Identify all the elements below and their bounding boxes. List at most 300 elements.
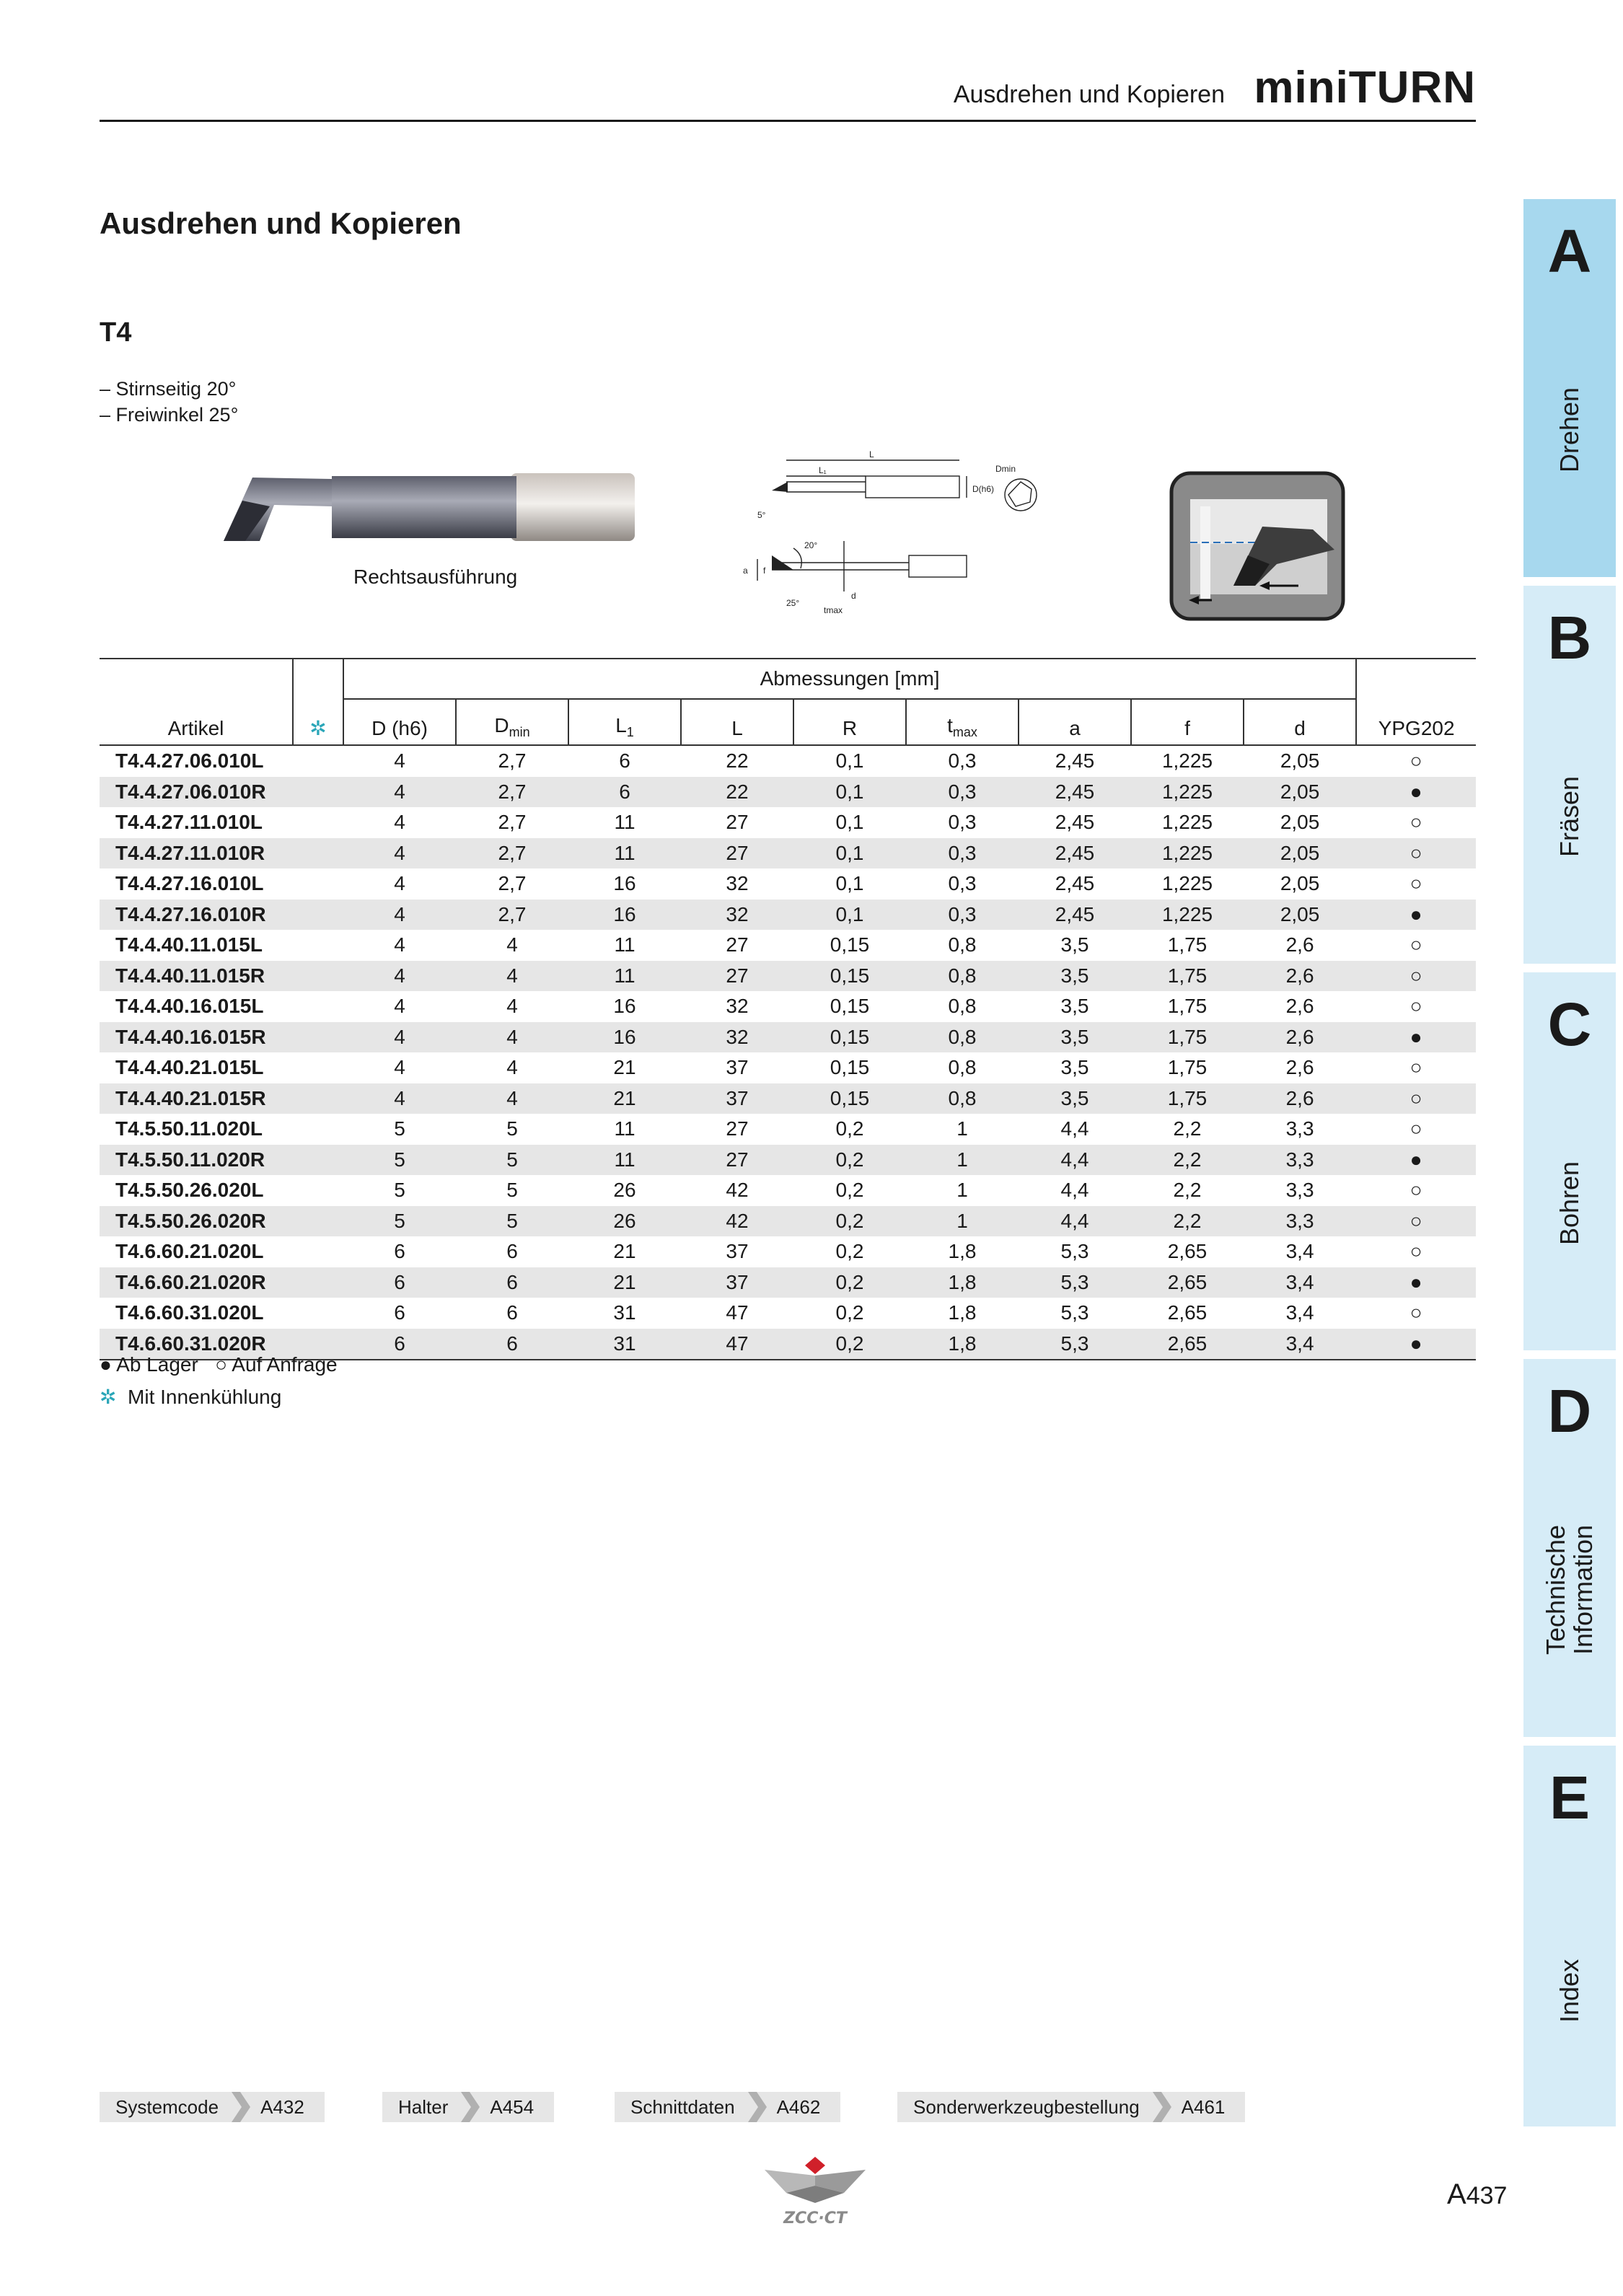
col-header-ypg202: YPG202 (1356, 659, 1476, 745)
dimension-cell: 0,2 (793, 1145, 906, 1176)
availability-cell: ○ (1409, 1240, 1422, 1263)
dimension-cell: 5 (506, 1179, 518, 1202)
col-header-tmax: $t_{max}$ (906, 699, 1019, 745)
dimension-cell: 11 (568, 1145, 681, 1176)
dimension-cell: 0,8 (906, 1083, 1019, 1114)
dimension-cell: 4 (343, 1022, 456, 1053)
dimension-cell: 1,225 (1131, 777, 1244, 808)
table-row (100, 777, 1476, 808)
dimension-cell: 2,45 (1055, 811, 1095, 834)
dimension-cell: 0,1 (793, 900, 906, 931)
dimension-cell: 5,3 (1019, 1267, 1131, 1298)
snowflake-icon: ✲ (100, 1386, 117, 1408)
tab-letter: B (1547, 604, 1592, 672)
dimension-cell: 2,2 (1173, 1179, 1202, 1202)
dimension-cell: 16 (613, 872, 636, 895)
dimension-cell: 2,45 (1019, 900, 1131, 931)
article-code-cell: T4.6.60.21.020L (115, 1240, 264, 1263)
dim-label-l: L (869, 449, 874, 459)
tab-fraesen[interactable] (1523, 586, 1616, 964)
dimension-cell: 1,8 (906, 1329, 1019, 1360)
tab-label: Fräsen (1554, 775, 1584, 858)
dimension-cell: 31 (613, 1301, 636, 1324)
chevron-right-icon (745, 2092, 767, 2122)
dimension-cell: 0,8 (948, 933, 977, 956)
table-row (100, 1052, 1476, 1083)
dimension-cell: 0,8 (906, 961, 1019, 992)
dimension-cell: 1,225 (1131, 838, 1244, 869)
availability-cell: ○ (1409, 1117, 1422, 1140)
tab-letter: C (1547, 990, 1592, 1058)
article-code-cell: T4.6.60.21.020R (100, 1267, 343, 1298)
table-row (100, 1114, 1476, 1145)
availability-cell: ○ (1409, 872, 1422, 895)
dimension-cell: 4 (394, 933, 405, 956)
dimension-cell: 4 (343, 900, 456, 931)
dimension-cell: 4 (456, 1022, 568, 1053)
dimension-cell: 0,2 (793, 1267, 906, 1298)
dimension-cell: 37 (726, 1056, 749, 1079)
tool-photo (216, 469, 642, 548)
dimension-cell: 0,3 (906, 900, 1019, 931)
col-header-l: L (681, 699, 793, 745)
dimension-cell: 31 (568, 1329, 681, 1360)
dimension-cell: 1,75 (1131, 961, 1244, 992)
dimension-cell: 11 (614, 1117, 635, 1140)
dimension-cell: 4 (343, 1083, 456, 1114)
dimension-cell: 2,45 (1019, 838, 1131, 869)
dimension-cell: 1 (906, 1206, 1019, 1237)
header-rule (100, 120, 1476, 122)
header-section-title: Ausdrehen und Kopieren (953, 81, 1225, 108)
dimension-cell: 4 (394, 872, 405, 895)
dimension-cell: 11 (614, 811, 635, 834)
article-code-cell: T4.6.60.31.020R (100, 1329, 343, 1360)
dimension-cell: 5,3 (1019, 1329, 1131, 1360)
article-code-cell: T4.4.40.16.015L (115, 995, 264, 1018)
availability-cell: ● (1356, 1329, 1476, 1360)
dimension-cell: 2,2 (1131, 1145, 1244, 1176)
dimension-cell: 37 (681, 1083, 793, 1114)
dimension-cell: 1,75 (1131, 1022, 1244, 1053)
dimension-cell: 1 (956, 1117, 968, 1140)
dimension-cell: 3,3 (1285, 1179, 1314, 1202)
dimension-cell: 3,3 (1285, 1117, 1314, 1140)
tab-letter: E (1549, 1764, 1591, 1831)
col-header-dmin: $D_{min}$ (456, 699, 568, 745)
availability-cell: ○ (1356, 1206, 1476, 1237)
dimension-cell: 4,4 (1019, 1145, 1131, 1176)
dim-label-d: d (851, 591, 856, 601)
availability-cell: ○ (1409, 995, 1422, 1018)
dimension-cell: 2,2 (1173, 1117, 1202, 1140)
table-row (100, 838, 1476, 869)
zcc-ct-logo (757, 2148, 873, 2227)
availability-cell: ○ (1356, 961, 1476, 992)
availability-cell: ○ (1409, 933, 1422, 956)
article-table (100, 658, 1476, 1360)
dimension-cell: 32 (681, 1022, 793, 1053)
tab-label: Drehen (1554, 387, 1584, 473)
article-code-cell: T4.4.40.21.015R (100, 1083, 343, 1114)
article-code-cell: T4.4.27.11.010R (100, 838, 343, 869)
dimension-cell: 27 (726, 811, 749, 834)
dimension-cell: 32 (726, 872, 749, 895)
col-header-r: R (793, 699, 906, 745)
dimension-cell: 0,3 (948, 811, 977, 834)
dimension-cell: 2,65 (1131, 1329, 1244, 1360)
dimension-cell: 0,1 (835, 872, 864, 895)
dimension-cell: 27 (726, 1117, 749, 1140)
article-code-cell: T4.4.27.06.010R (100, 777, 343, 808)
dimension-cell: 0,15 (830, 995, 870, 1018)
dim-label-f: f (763, 566, 766, 576)
dimension-cell: 0,8 (948, 1056, 977, 1079)
dimension-cell: 5 (394, 1117, 405, 1140)
dimension-cell: 4 (343, 777, 456, 808)
dimension-cell: 22 (726, 749, 749, 773)
product-code: T4 (100, 317, 132, 348)
dimension-cell: 6 (343, 1329, 456, 1360)
dimension-cell: 1,225 (1161, 749, 1213, 773)
dimension-cell: 37 (726, 1240, 749, 1263)
chevron-right-icon (458, 2092, 480, 2122)
tab-drehen[interactable] (1523, 199, 1616, 577)
col-header-l1: $L_1$ (568, 699, 681, 745)
dimension-cell: 4 (506, 933, 518, 956)
logo-text: ZCC·CT (783, 2209, 847, 2227)
dimension-cell: 11 (568, 838, 681, 869)
page-title: Ausdrehen und Kopieren (100, 206, 462, 240)
dimension-cell: 22 (681, 777, 793, 808)
footer-link-schnittdaten[interactable]: Schnittdaten A462 (615, 2092, 840, 2122)
dimension-cell: 5,3 (1060, 1301, 1089, 1324)
dimension-cell: 16 (613, 995, 636, 1018)
dimension-cell: 16 (568, 900, 681, 931)
article-code-cell: T4.4.27.16.010R (100, 900, 343, 931)
dimension-cell: 27 (681, 838, 793, 869)
legend-stock: ● Ab Lager (100, 1353, 198, 1376)
dimension-cell: 2,6 (1285, 1056, 1314, 1079)
dimension-cell: 42 (681, 1206, 793, 1237)
dimension-cell: 27 (681, 961, 793, 992)
col-header-a: a (1019, 699, 1131, 745)
dimension-cell: 5 (506, 1117, 518, 1140)
feature-bullet: – Freiwinkel 25° (100, 404, 239, 426)
availability-cell: ● (1356, 1267, 1476, 1298)
availability-cell: ○ (1356, 838, 1476, 869)
dimension-cell: 5 (343, 1145, 456, 1176)
dimension-cell: 4 (394, 811, 405, 834)
dimension-cell: 0,15 (793, 1083, 906, 1114)
page-number: A437 (1447, 2178, 1508, 2210)
dimension-cell: 0,3 (948, 749, 977, 773)
dimension-cell: 2,45 (1055, 749, 1095, 773)
article-code-cell: T4.4.40.11.015L (115, 933, 263, 956)
dimension-cell: 21 (568, 1267, 681, 1298)
dimension-cell: 2,7 (498, 749, 527, 773)
table-row (100, 1083, 1476, 1114)
article-code-cell: T4.4.40.11.015R (100, 961, 343, 992)
dimension-cell: 2,05 (1280, 872, 1320, 895)
dimension-cell: 3,5 (1060, 933, 1089, 956)
dimension-cell: 4,4 (1060, 1179, 1089, 1202)
dimension-cell: 1,75 (1167, 933, 1208, 956)
dimension-cell: 3,3 (1244, 1145, 1356, 1176)
availability-cell: ○ (1409, 1056, 1422, 1079)
chevron-right-icon (229, 2092, 250, 2122)
dimension-cell: 0,1 (835, 749, 864, 773)
dimension-cell: 1,225 (1131, 900, 1244, 931)
chevron-right-icon (1150, 2092, 1171, 2122)
dimension-cell: 0,15 (830, 933, 870, 956)
dim-label-dmin: Dmin (995, 464, 1016, 474)
dimension-cell: 42 (726, 1179, 749, 1202)
dimension-cell: 27 (681, 1145, 793, 1176)
article-code-cell: T4.4.27.11.010L (115, 811, 263, 834)
dimension-cell: 3,5 (1060, 995, 1089, 1018)
dimension-cell: 47 (681, 1329, 793, 1360)
footer-link-sonderwerkzeugbestellung[interactable]: Sonderwerkzeugbestellung A461 (897, 2092, 1245, 2122)
article-code-cell: T4.4.27.06.010L (115, 749, 264, 773)
availability-cell: ○ (1409, 1179, 1422, 1202)
dimension-cell: 0,2 (835, 1117, 864, 1140)
dimension-cell: 0,2 (835, 1240, 864, 1263)
dimension-cell: 0,15 (793, 961, 906, 992)
dimension-cell: 0,2 (793, 1329, 906, 1360)
col-group-abmessungen: Abmessungen [mm] (343, 659, 1356, 699)
dim-label-l1: L₁ (819, 465, 827, 475)
table-row (100, 745, 1476, 777)
dimension-cell: 6 (619, 749, 630, 773)
tab-letter: D (1547, 1377, 1592, 1445)
table-row (100, 900, 1476, 931)
dimension-cell: 3,4 (1244, 1267, 1356, 1298)
dimension-cell: 4 (506, 1056, 518, 1079)
dimension-cell: 21 (613, 1240, 636, 1263)
dim-label-tmax: tmax (824, 605, 843, 615)
dimension-cell: 5 (456, 1206, 568, 1237)
dimension-cell: 2,6 (1244, 961, 1356, 992)
dimension-cell: 2,65 (1131, 1267, 1244, 1298)
dimension-cell: 1,225 (1161, 872, 1213, 895)
table-row (100, 807, 1476, 838)
dimension-cell: 4 (506, 995, 518, 1018)
dimension-cell: 1,8 (948, 1301, 977, 1324)
dimension-cell: 2,7 (456, 777, 568, 808)
legend-cooling: Mit Innenkühlung (128, 1386, 282, 1408)
dimension-cell: 1,75 (1167, 1056, 1208, 1079)
dimension-cell: 6 (506, 1301, 518, 1324)
col-header-d: d (1244, 699, 1356, 745)
dimension-cell: 2,05 (1280, 811, 1320, 834)
dimension-cell: 0,15 (793, 1022, 906, 1053)
col-header-d-h6: D (h6) (343, 699, 456, 745)
dimension-cell: 1 (906, 1145, 1019, 1176)
dimension-cell: 6 (456, 1329, 568, 1360)
availability-cell: ● (1356, 777, 1476, 808)
tab-label: Technische Information (1541, 1524, 1598, 1655)
dimension-cell: 3,4 (1244, 1329, 1356, 1360)
dimension-cell: 0,3 (906, 777, 1019, 808)
availability-cell: ○ (1409, 749, 1422, 773)
dimension-cell: 11 (614, 933, 635, 956)
dim-label-angle25: 25° (786, 598, 800, 608)
dimension-cell: 1,75 (1167, 995, 1208, 1018)
dimension-cell: 0,8 (948, 995, 977, 1018)
availability-cell: ○ (1409, 811, 1422, 834)
availability-cell: ○ (1409, 1301, 1422, 1324)
table-row (100, 961, 1476, 992)
dimension-cell: 2,7 (498, 872, 527, 895)
dimension-cell: 4 (394, 1056, 405, 1079)
dimension-cell: 32 (681, 900, 793, 931)
dimension-cell: 2,65 (1167, 1240, 1208, 1263)
dimension-cell: 6 (568, 777, 681, 808)
tab-technische-information[interactable] (1523, 1359, 1616, 1737)
dimension-cell: 5 (394, 1179, 405, 1202)
dimension-drawing (743, 447, 1082, 628)
dimension-cell: 1,75 (1131, 1083, 1244, 1114)
col-header-f: f (1131, 699, 1244, 745)
dim-label-angle5: 5° (757, 510, 766, 520)
footer-link-halter[interactable]: Halter A454 (382, 2092, 554, 2122)
dimension-cell: 0,2 (835, 1301, 864, 1324)
table-row (100, 991, 1476, 1022)
dimension-cell: 6 (394, 1240, 405, 1263)
dimension-cell: 4 (394, 749, 405, 773)
article-code-cell: T4.4.40.21.015L (115, 1056, 264, 1079)
dimension-cell: 4 (394, 995, 405, 1018)
boring-operation-illustration (1169, 470, 1346, 622)
dimension-cell: 1,8 (906, 1267, 1019, 1298)
table-row (100, 1267, 1476, 1298)
dimension-cell: 3,4 (1285, 1301, 1314, 1324)
footer-link-systemcode[interactable]: Systemcode A432 (100, 2092, 325, 2122)
table-row (100, 1298, 1476, 1329)
dimension-cell: 0,2 (793, 1206, 906, 1237)
dimension-cell: 3,5 (1019, 1022, 1131, 1053)
tab-bohren[interactable] (1523, 972, 1616, 1350)
dimension-cell: 2,45 (1055, 872, 1095, 895)
dimension-cell: 2,7 (498, 811, 527, 834)
table-row (100, 1206, 1476, 1237)
legend-on-request: ○ Auf Anfrage (215, 1353, 338, 1376)
dimension-cell: 32 (726, 995, 749, 1018)
dimension-cell: 5 (456, 1145, 568, 1176)
feature-bullet: – Stirnseitig 20° (100, 378, 237, 400)
article-code-cell: T4.4.40.16.015R (100, 1022, 343, 1053)
availability-cell: ● (1356, 900, 1476, 931)
dimension-cell: 5,3 (1060, 1240, 1089, 1263)
dimension-cell: 0,3 (906, 838, 1019, 869)
dimension-cell: 0,3 (948, 872, 977, 895)
dimension-cell: 2,7 (456, 900, 568, 931)
table-row (100, 930, 1476, 961)
dimension-cell: 2,05 (1244, 900, 1356, 931)
dimension-cell: 5 (343, 1206, 456, 1237)
dimension-cell: 26 (568, 1206, 681, 1237)
dimension-cell: 2,6 (1244, 1022, 1356, 1053)
dimension-cell: 1 (956, 1179, 968, 1202)
dimension-cell: 26 (613, 1179, 636, 1202)
dimension-cell: 3,5 (1060, 1056, 1089, 1079)
dim-label-dh6: D(h6) (972, 484, 995, 494)
dimension-cell: 0,1 (793, 838, 906, 869)
table-row (100, 1236, 1476, 1267)
dimension-cell: 37 (681, 1267, 793, 1298)
dimension-cell: 0,1 (793, 777, 906, 808)
dimension-cell: 2,45 (1019, 777, 1131, 808)
dimension-cell: 6 (456, 1267, 568, 1298)
availability-cell: ○ (1356, 1083, 1476, 1114)
dimension-cell: 0,15 (830, 1056, 870, 1079)
dimension-cell: 2,05 (1280, 749, 1320, 773)
dimension-cell: 1,8 (948, 1240, 977, 1263)
dimension-cell: 6 (506, 1240, 518, 1263)
dimension-cell: 6 (343, 1267, 456, 1298)
dimension-cell: 2,05 (1244, 838, 1356, 869)
dimension-cell: 0,8 (906, 1022, 1019, 1053)
article-code-cell: T4.6.60.31.020L (115, 1301, 264, 1324)
dimension-cell: 3,5 (1019, 961, 1131, 992)
col-header-artikel: Artikel (100, 659, 293, 745)
table-row (100, 1022, 1476, 1053)
dimension-cell: 11 (568, 961, 681, 992)
dimension-cell: 27 (726, 933, 749, 956)
dimension-cell: 2,7 (456, 838, 568, 869)
availability-cell: ● (1356, 1145, 1476, 1176)
dimension-cell: 2,6 (1244, 1083, 1356, 1114)
dimension-cell: 6 (394, 1301, 405, 1324)
header-brand: miniTURN (1254, 63, 1476, 113)
dimension-cell: 4,4 (1060, 1117, 1089, 1140)
availability-cell: ● (1356, 1022, 1476, 1053)
dimension-cell: 2,2 (1131, 1206, 1244, 1237)
dimension-cell: 2,05 (1244, 777, 1356, 808)
table-row (100, 1145, 1476, 1176)
article-code-cell: T4.5.50.26.020L (115, 1179, 264, 1202)
dimension-cell: 21 (613, 1056, 636, 1079)
article-code-cell: T4.5.50.26.020R (100, 1206, 343, 1237)
tool-caption: Rechtsausführung (353, 566, 518, 588)
dimension-cell: 4,4 (1019, 1206, 1131, 1237)
cooling-legend (100, 1385, 281, 1409)
dim-label-angle20: 20° (804, 540, 818, 550)
dimension-cell: 3,4 (1285, 1240, 1314, 1263)
dimension-cell: 16 (568, 1022, 681, 1053)
dimension-cell: 1,225 (1161, 811, 1213, 834)
dimension-cell: 3,5 (1019, 1083, 1131, 1114)
tab-label: Index (1554, 1958, 1584, 2023)
dimension-cell: 0,1 (835, 811, 864, 834)
availability-legend (100, 1353, 338, 1376)
dimension-cell: 2,65 (1167, 1301, 1208, 1324)
dimension-cell: 2,6 (1285, 995, 1314, 1018)
tab-index[interactable] (1523, 1746, 1616, 2126)
dimension-cell: 4 (343, 838, 456, 869)
dimension-cell: 4 (456, 1083, 568, 1114)
tab-label: Bohren (1554, 1161, 1584, 1246)
dimension-cell: 0,2 (835, 1179, 864, 1202)
dimension-cell: 4 (456, 961, 568, 992)
snowflake-icon: ✲ (293, 659, 343, 745)
dimension-cell: 47 (726, 1301, 749, 1324)
dimension-cell: 4 (343, 961, 456, 992)
tab-letter: A (1547, 217, 1592, 285)
article-code-cell: T4.5.50.11.020R (100, 1145, 343, 1176)
article-code-cell: T4.4.27.16.010L (115, 872, 264, 895)
